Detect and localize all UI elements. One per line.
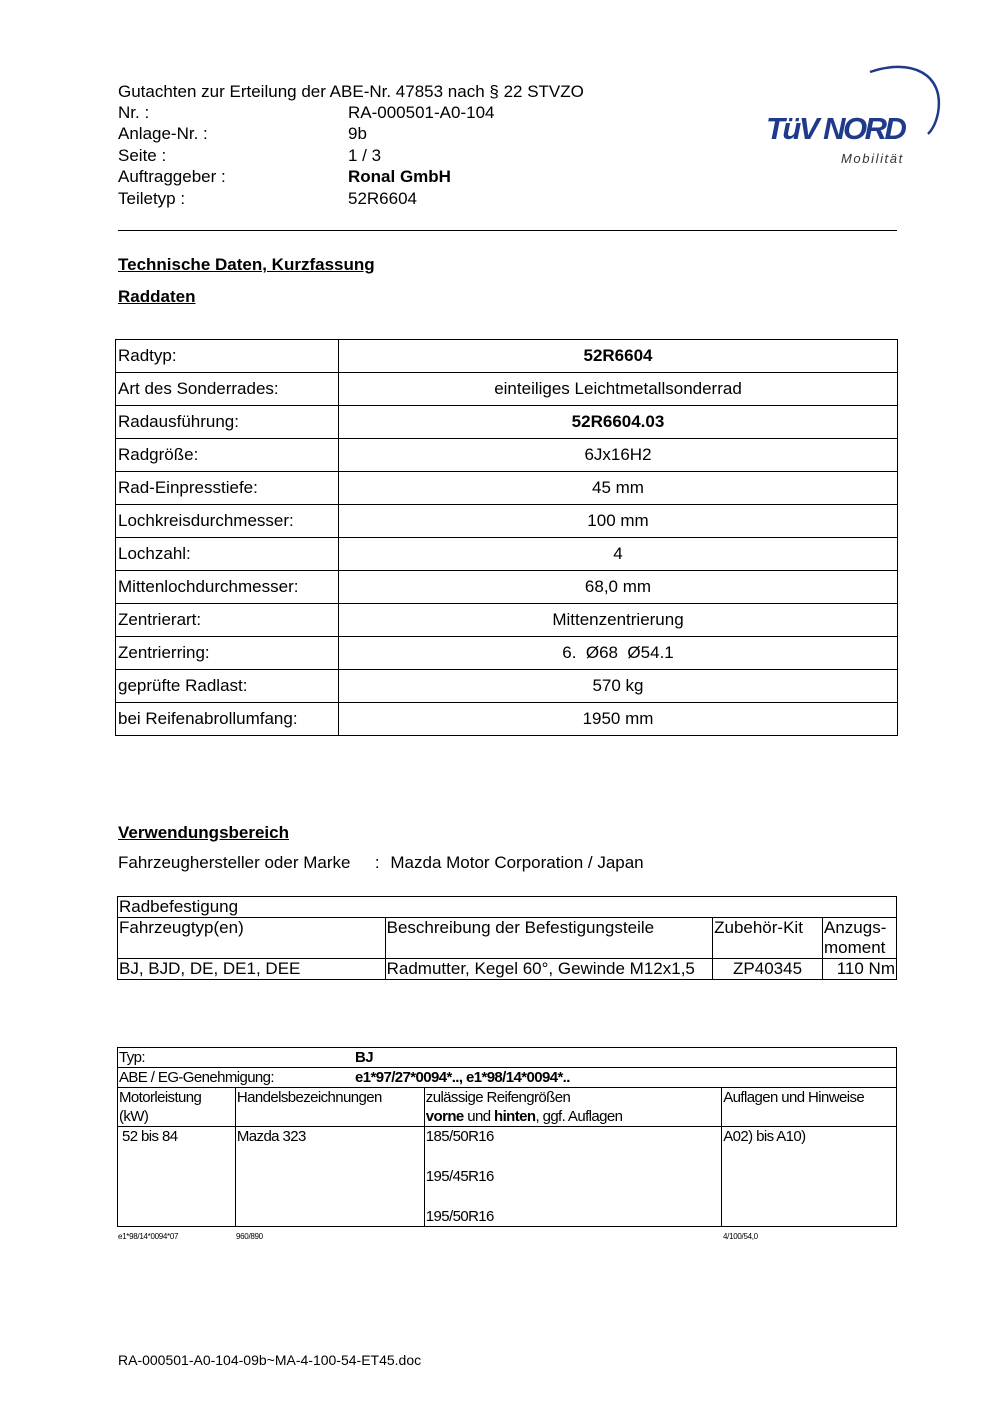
typ-value: BJ xyxy=(355,1049,373,1066)
raddaten-value: 45 mm xyxy=(339,472,898,505)
header-value-anlage: 9b xyxy=(348,124,367,143)
raddaten-value: 4 xyxy=(339,538,898,571)
table-row xyxy=(116,637,898,670)
raddaten-label: Rad-Einpresstiefe: xyxy=(116,472,339,505)
table-row xyxy=(118,1088,897,1127)
raddaten-label: Art des Sonderrades: xyxy=(116,373,339,406)
raddaten-label: geprüfte Radlast: xyxy=(116,670,339,703)
footnote-bolt: 4/100/54,0 xyxy=(723,1232,758,1241)
section-title-tech: Technische Daten, Kurzfassung xyxy=(118,255,375,274)
abe-value: e1*97/27*0094*.., e1*98/14*0094*.. xyxy=(355,1069,570,1086)
radbefestigung-title: Radbefestigung xyxy=(118,897,897,918)
table-row xyxy=(116,571,898,604)
reifen-vorne: vorne xyxy=(425,1108,464,1125)
footnote-approval: e1*98/14*0094*07 xyxy=(118,1232,179,1241)
table-row xyxy=(116,703,898,736)
raddaten-table xyxy=(115,339,898,736)
manufacturer-separator: : xyxy=(374,853,380,872)
raddaten-value: Mittenzentrierung xyxy=(339,604,898,637)
table-row xyxy=(116,340,898,373)
manufacturer-line xyxy=(118,853,644,873)
section-title-verwendung: Verwendungsbereich xyxy=(118,823,289,842)
raddaten-value: 6. Ø68 Ø54.1 xyxy=(339,637,898,670)
table-row xyxy=(118,959,897,980)
raddaten-label: bei Reifenabrollumfang: xyxy=(116,703,339,736)
cell-reifen xyxy=(424,1127,721,1227)
column-header: Beschreibung der Befestigungsteile xyxy=(385,918,712,959)
raddaten-label: Lochkreisdurchmesser: xyxy=(116,505,339,538)
cell-zubehoer-kit: ZP40345 xyxy=(713,959,823,980)
logo-sub-text: Mobilität xyxy=(841,151,904,166)
report-title: Gutachten zur Erteilung der ABE-Nr. 47853 nach § 22 STVZO xyxy=(118,82,584,101)
cell-motorleistung: 52 bis 84 xyxy=(118,1127,236,1227)
cell-auflagen: A02) bis A10) xyxy=(722,1127,897,1227)
raddaten-value: 52R6604.03 xyxy=(339,406,898,439)
raddaten-label: Radgröße: xyxy=(116,439,339,472)
raddaten-label: Lochzahl: xyxy=(116,538,339,571)
header-rule xyxy=(118,230,897,231)
reifen-header-line1: zulässige Reifengrößen xyxy=(425,1089,571,1106)
section-title-raddaten: Raddaten xyxy=(118,287,196,306)
table-row xyxy=(116,670,898,703)
cell-beschreibung: Radmutter, Kegel 60°, Gewinde M12x1,5 xyxy=(385,959,712,980)
reifen-und: und xyxy=(463,1108,495,1125)
raddaten-label: Zentrierart: xyxy=(116,604,339,637)
cell-fahrzeugtyp: BJ, BJD, DE, DE1, DEE xyxy=(118,959,386,980)
raddaten-value: 6Jx16H2 xyxy=(339,439,898,472)
raddaten-value: einteiliges Leichtmetallsonderrad xyxy=(339,373,898,406)
header-label-seite: Seite : xyxy=(118,146,167,165)
raddaten-value: 1950 mm xyxy=(339,703,898,736)
table-row xyxy=(116,472,898,505)
reifen-size: 195/50R16 xyxy=(425,1208,494,1225)
header-value-nr: RA-000501-A0-104 xyxy=(348,103,495,122)
table-row xyxy=(118,1068,897,1088)
manufacturer-label: Fahrzeughersteller oder Marke xyxy=(118,853,351,872)
radbefestigung-table xyxy=(117,896,897,980)
header-label-anlage: Anlage-Nr. : xyxy=(118,124,208,143)
column-header: Anzugs-moment xyxy=(823,918,897,959)
table-row xyxy=(118,897,897,918)
raddaten-label: Zentrierring: xyxy=(116,637,339,670)
raddaten-value: 52R6604 xyxy=(339,340,898,373)
raddaten-value: 68,0 mm xyxy=(339,571,898,604)
reifen-rest: , ggf. Auflagen xyxy=(535,1108,623,1125)
manufacturer-value: Mazda Motor Corporation / Japan xyxy=(390,853,644,872)
header-label-teiletyp: Teiletyp : xyxy=(118,189,186,208)
raddaten-label: Mittenlochdurchmesser: xyxy=(116,571,339,604)
table-row xyxy=(118,1048,897,1068)
table-row xyxy=(118,1127,897,1227)
column-header: Zubehör-Kit xyxy=(713,918,823,959)
reifen-size: 195/45R16 xyxy=(425,1168,494,1185)
cell-anzugsmoment: 110 Nm xyxy=(823,959,897,980)
table-row xyxy=(116,439,898,472)
header-label-auftraggeber: Auftraggeber : xyxy=(118,167,226,186)
column-header: Handelsbezeichnungen xyxy=(235,1088,424,1127)
document-filename: RA-000501-A0-104-09b~MA-4-100-54-ET45.doc xyxy=(118,1352,422,1368)
typ-table xyxy=(117,1047,897,1227)
table-row xyxy=(118,918,897,959)
tuev-nord-logo xyxy=(760,58,945,168)
header-label-nr: Nr. : xyxy=(118,103,150,122)
column-header-reifen xyxy=(424,1088,721,1127)
column-header: Fahrzeugtyp(en) xyxy=(118,918,386,959)
table-row xyxy=(116,406,898,439)
reifen-size: 185/50R16 xyxy=(425,1128,494,1145)
column-header: Auflagen und Hinweise xyxy=(722,1088,897,1127)
logo-brand-text: TüV NORD xyxy=(766,111,905,146)
table-row xyxy=(116,373,898,406)
logo-arc-icon xyxy=(760,58,945,168)
raddaten-label: Radausführung: xyxy=(116,406,339,439)
reifen-hinten: hinten xyxy=(494,1108,536,1125)
typ-label: Typ: xyxy=(119,1049,145,1066)
header-value-auftraggeber: Ronal GmbH xyxy=(348,167,451,186)
table-row xyxy=(116,505,898,538)
cell-handelsbezeichnung: Mazda 323 xyxy=(235,1127,424,1227)
table-row xyxy=(116,604,898,637)
table-row xyxy=(116,538,898,571)
footnote-weight: 960/890 xyxy=(236,1232,263,1241)
header-value-seite: 1 / 3 xyxy=(348,146,382,165)
raddaten-label: Radtyp: xyxy=(116,340,339,373)
abe-label: ABE / EG-Genehmigung: xyxy=(119,1069,274,1086)
header-value-teiletyp: 52R6604 xyxy=(348,189,418,208)
raddaten-value: 570 kg xyxy=(339,670,898,703)
raddaten-value: 100 mm xyxy=(339,505,898,538)
column-header: Motorleistung (kW) xyxy=(118,1088,236,1127)
